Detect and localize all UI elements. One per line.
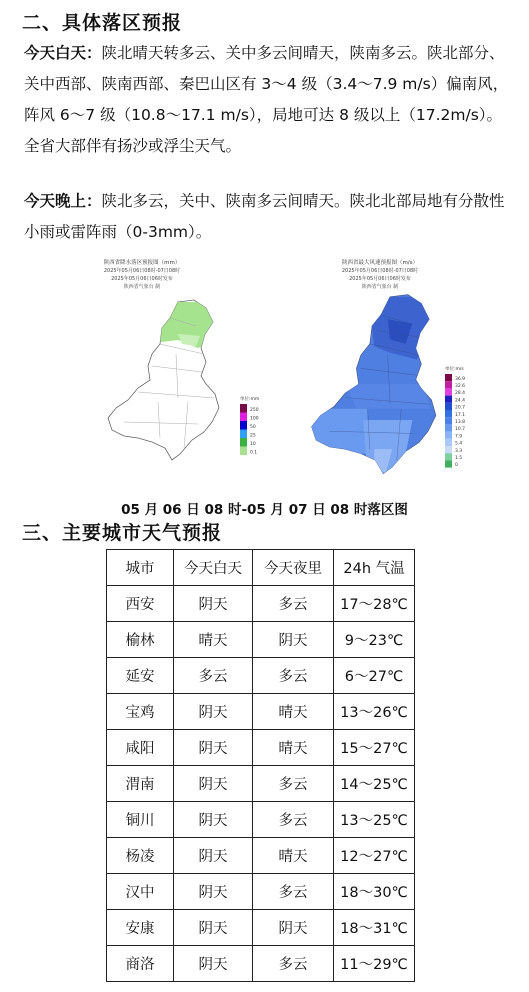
table-row — [107, 694, 415, 730]
header-day: 今天白天 — [174, 550, 253, 586]
precip-legend-swatch — [240, 447, 247, 456]
cell-night-weather: 多云 — [253, 946, 334, 982]
cell-night-weather: 晴天 — [253, 694, 334, 730]
cell-temperature: 13～26℃ — [334, 694, 415, 730]
forecast-maps-svg — [78, 256, 478, 488]
table-row — [107, 802, 415, 838]
precip-legend-label: 10 — [250, 441, 256, 447]
wind-legend-swatch — [445, 410, 452, 417]
cell-temperature: 18～31℃ — [334, 910, 415, 946]
wind-legend-swatch — [445, 396, 452, 403]
wind-legend-label: 1.5 — [455, 455, 463, 461]
wind-map-issued: 2025年05月06日06时发布 — [349, 276, 411, 282]
cell-temperature: 12～27℃ — [334, 838, 415, 874]
wind-map-title: 陕西省最大风速预报图（m/s） — [341, 260, 419, 266]
day-forecast-paragraph — [24, 38, 514, 162]
cell-city: 西安 — [107, 586, 174, 622]
cell-night-weather: 阴天 — [253, 910, 334, 946]
cell-city: 安康 — [107, 910, 174, 946]
cell-city: 榆林 — [107, 622, 174, 658]
day-forecast-label: 今天白天： — [24, 44, 102, 62]
precip-legend-label: 0.1 — [250, 450, 258, 456]
header-night: 今天夜里 — [253, 550, 334, 586]
table-row — [107, 586, 415, 622]
wind-area-mid-south-west — [312, 409, 368, 454]
wind-legend-swatch — [445, 460, 452, 467]
header-city: 城市 — [107, 550, 174, 586]
cell-temperature: 14～25℃ — [334, 766, 415, 802]
cell-temperature: 13～25℃ — [334, 802, 415, 838]
precip-legend-label: 100 — [250, 416, 259, 422]
cell-temperature: 18～30℃ — [334, 874, 415, 910]
precip-map-title: 陕西省降水落区预报图（mm） — [103, 260, 181, 266]
table-row — [107, 730, 415, 766]
cell-day-weather: 多云 — [174, 658, 253, 694]
precip-legend-title: 单位:mm — [240, 397, 260, 402]
night-forecast-paragraph — [24, 186, 514, 248]
cell-night-weather: 晴天 — [253, 838, 334, 874]
section-2-heading: 二、具体落区预报 — [22, 12, 183, 34]
cell-day-weather: 阴天 — [174, 874, 253, 910]
cell-night-weather: 多云 — [253, 586, 334, 622]
wind-area-central — [345, 384, 430, 409]
cell-city: 商洛 — [107, 946, 174, 982]
wind-legend — [445, 374, 465, 468]
precip-legend-swatch — [240, 404, 247, 413]
cell-day-weather: 阴天 — [174, 766, 253, 802]
wind-map-org: 陕西省气象台 制 — [361, 284, 399, 290]
wind-legend-swatch — [445, 453, 452, 460]
cell-night-weather: 多云 — [253, 766, 334, 802]
precip-map-issued: 2025年05月06日06时发布 — [111, 276, 173, 282]
precip-map-org: 陕西省气象台 制 — [123, 284, 161, 290]
cell-night-weather: 多云 — [253, 874, 334, 910]
cell-day-weather: 阴天 — [174, 910, 253, 946]
wind-map-period: 2025年05月06日08时-07日08时 — [341, 268, 419, 274]
wind-legend-swatch — [445, 432, 452, 439]
table-row — [107, 910, 415, 946]
cell-city: 宝鸡 — [107, 694, 174, 730]
precip-legend-swatch — [240, 413, 247, 422]
wind-map — [312, 295, 436, 476]
cell-temperature: 6～27℃ — [334, 658, 415, 694]
cell-temperature: 15～27℃ — [334, 730, 415, 766]
wind-legend-swatch — [445, 424, 452, 431]
cell-city: 渭南 — [107, 766, 174, 802]
section-3-heading: 三、主要城市天气预报 — [22, 522, 223, 544]
wind-legend-label: 32.6 — [455, 383, 466, 389]
header-temp: 24h 气温 — [334, 550, 415, 586]
precip-legend-label: 25 — [250, 433, 256, 439]
wind-legend-label: 24.4 — [455, 398, 466, 404]
wind-legend-swatch — [445, 374, 452, 381]
cell-city: 杨凌 — [107, 838, 174, 874]
wind-legend-label: 0 — [455, 463, 458, 469]
precip-legend-swatch — [240, 421, 247, 430]
night-forecast-text: 陕北多云，关中、陕南多云间晴天。陕北北部局地有分散性小雨或雷阵雨（0-3mm）。 — [24, 192, 505, 241]
cell-day-weather: 阴天 — [174, 730, 253, 766]
precip-map-period: 2025年05月06日08时-07日08时 — [103, 268, 181, 274]
wind-legend-label: 7.9 — [455, 434, 463, 440]
table-row — [107, 946, 415, 982]
cell-day-weather: 阴天 — [174, 586, 253, 622]
precip-map — [108, 300, 259, 460]
cell-city: 咸阳 — [107, 730, 174, 766]
table-row — [107, 658, 415, 694]
cell-temperature: 9～23℃ — [334, 622, 415, 658]
forecast-maps — [78, 256, 478, 488]
wind-legend-swatch — [445, 403, 452, 410]
wind-legend-swatch — [445, 388, 452, 395]
cell-day-weather: 晴天 — [174, 622, 253, 658]
cell-day-weather: 阴天 — [174, 838, 253, 874]
cell-night-weather: 多云 — [253, 802, 334, 838]
cell-city: 铜川 — [107, 802, 174, 838]
wind-legend-label: 3.3 — [455, 448, 463, 454]
wind-legend-title: 单位:m/s — [445, 367, 464, 372]
wind-legend-label: 17.1 — [455, 412, 466, 418]
wind-legend-swatch — [445, 417, 452, 424]
cell-night-weather: 晴天 — [253, 730, 334, 766]
table-header-row — [107, 550, 415, 586]
wind-legend-label: 36.9 — [455, 376, 466, 382]
city-forecast-table — [106, 549, 415, 982]
cell-city: 延安 — [107, 658, 174, 694]
table-row — [107, 766, 415, 802]
precip-legend-swatch — [240, 438, 247, 447]
night-forecast-label: 今天晚上： — [24, 192, 102, 210]
wind-legend-label: 20.7 — [455, 405, 466, 411]
cell-temperature: 11～29℃ — [334, 946, 415, 982]
wind-legend-swatch — [445, 381, 452, 388]
wind-legend-label: 10.7 — [455, 427, 466, 433]
wind-legend-label: 28.4 — [455, 391, 466, 397]
cell-temperature: 17～28℃ — [334, 586, 415, 622]
wind-legend-swatch — [445, 439, 452, 446]
wind-area-mid-south — [363, 420, 412, 476]
day-forecast-text: 陕北晴天转多云、关中多云间晴天，陕南多云。陕北部分、关中西部、陕南西部、秦巴山区有 3～4 级（3.4～7.9 m/s）偏南风，阵风 6～7 级（10.8～17.1 m/s），局地可达 8 级以上（17.2m/s）。全省大部伴有扬沙或浮尘天气。 — [24, 44, 509, 155]
precip-legend-label: 250 — [250, 407, 259, 413]
wind-legend-label: 5.4 — [455, 441, 463, 447]
cell-day-weather: 阴天 — [174, 802, 253, 838]
cell-night-weather: 阴天 — [253, 622, 334, 658]
wind-legend-label: 13.8 — [455, 419, 466, 425]
cell-city: 汉中 — [107, 874, 174, 910]
cell-night-weather: 多云 — [253, 658, 334, 694]
maps-caption: 05 月 06 日 08 时-05 月 07 日 08 时落区图 — [121, 502, 408, 518]
precip-legend-label: 50 — [250, 424, 256, 430]
cell-day-weather: 阴天 — [174, 694, 253, 730]
wind-legend-swatch — [445, 446, 452, 453]
precip-legend-swatch — [240, 430, 247, 439]
precip-legend — [240, 404, 259, 455]
table-row — [107, 874, 415, 910]
table-row — [107, 838, 415, 874]
cell-day-weather: 阴天 — [174, 946, 253, 982]
table-row — [107, 622, 415, 658]
